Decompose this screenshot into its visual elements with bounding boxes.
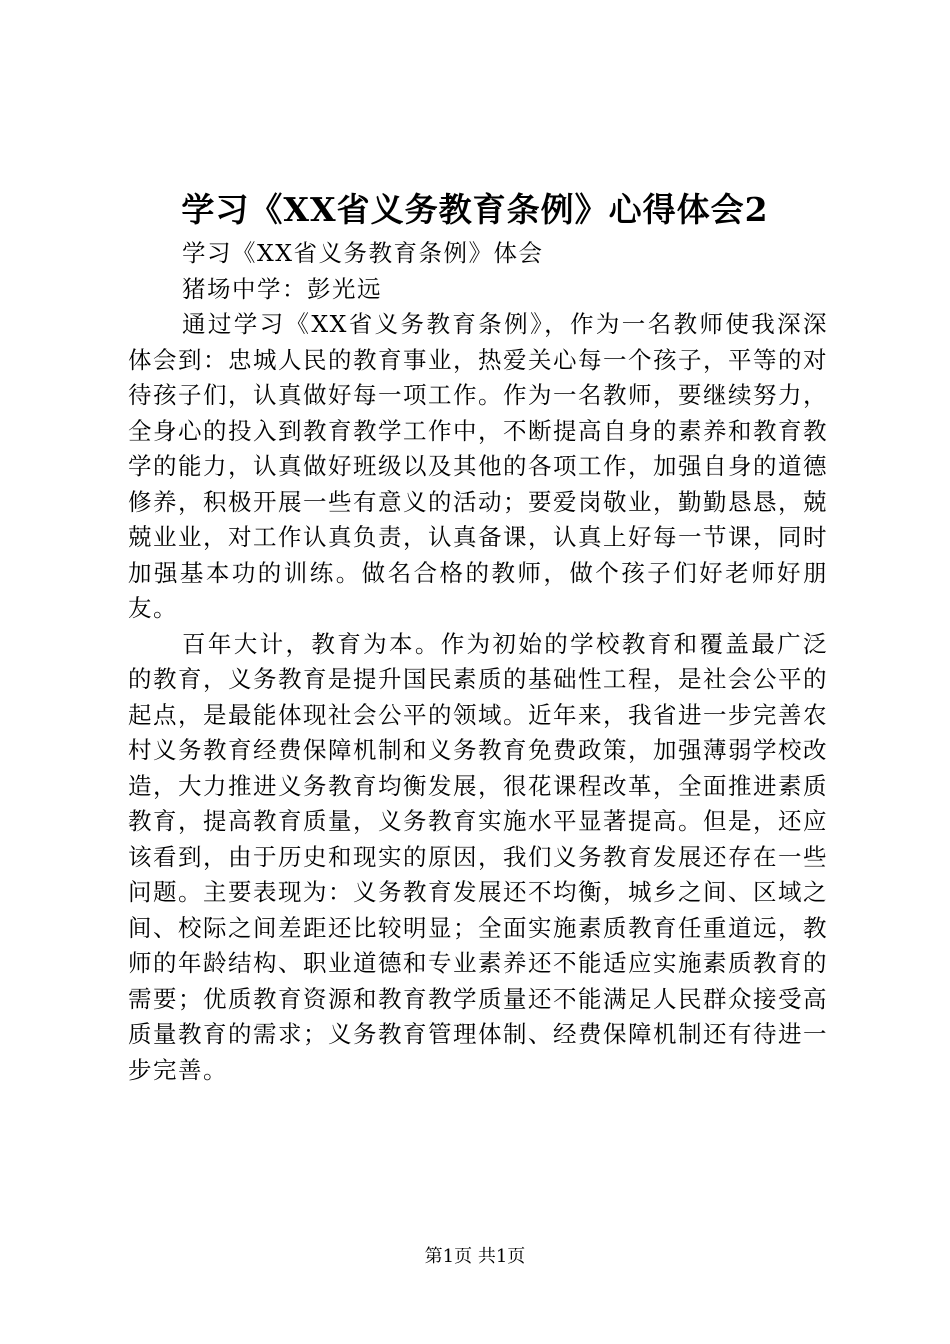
paragraph-2: 百年大计，教育为本。作为初始的学校教育和覆盖最广泛的教育，义务教育是提升国民素质的基础性工程，是社会公平的起点，是最能体现社会公平的领域。近年来，我省进一步完善农村义务教育经费保障机制和义务教育免费政策，加强薄弱学校改造，大力推进义务教育均衡发展，很花课程改革，全面推进素质教育，提高教育质量，义务教育实施水平显著提高。但是，还应该看到，由于历史和现实的原因，我们义务教育发展还存在一些问题。主要表现为：义务教育发展还不均衡，城乡之间、区域之间、校际之间差距还比较明显；全面实施素质教育任重道远，教师的年龄结构、职业道德和专业素养还不能适应实施素质教育的需要；优质教育资源和教育教学质量还不能满足人民群众接受高质量教育的需求；义务教育管理体制、经费保障机制还有待进一步完善。: [128, 629, 828, 1084]
document-title: 学习《XX省义务教育条例》心得体会2: [181, 190, 769, 229]
author-line: 猪场中学：彭光远: [182, 274, 382, 303]
document-subtitle: 学习《XX省义务教育条例》体会: [182, 239, 544, 267]
paragraph-1: 通过学习《XX省义务教育条例》，作为一名教师使我深深体会到：忠城人民的教育事业，热爱关心每一个孩子，平等的对待孩子们，认真做好每一项工作。作为一名教师，要继续努力，全身心的投入到教育教学工作中，不断提高自身的素养和教育教学的能力，认真做好班级以及其他的各项工作，加强自身的道德修养，积极开展一些有意义的活动；要爱岗敬业，勤勤恳恳，兢兢业业，对工作认真负责，认真备课，认真上好每一节课，同时加强基本功的训练。做名合格的教师，做个孩子们好老师好朋友。: [128, 310, 828, 622]
document-body: [128, 236, 828, 1088]
page-number-footer: 第1页 共1页: [424, 1246, 526, 1267]
